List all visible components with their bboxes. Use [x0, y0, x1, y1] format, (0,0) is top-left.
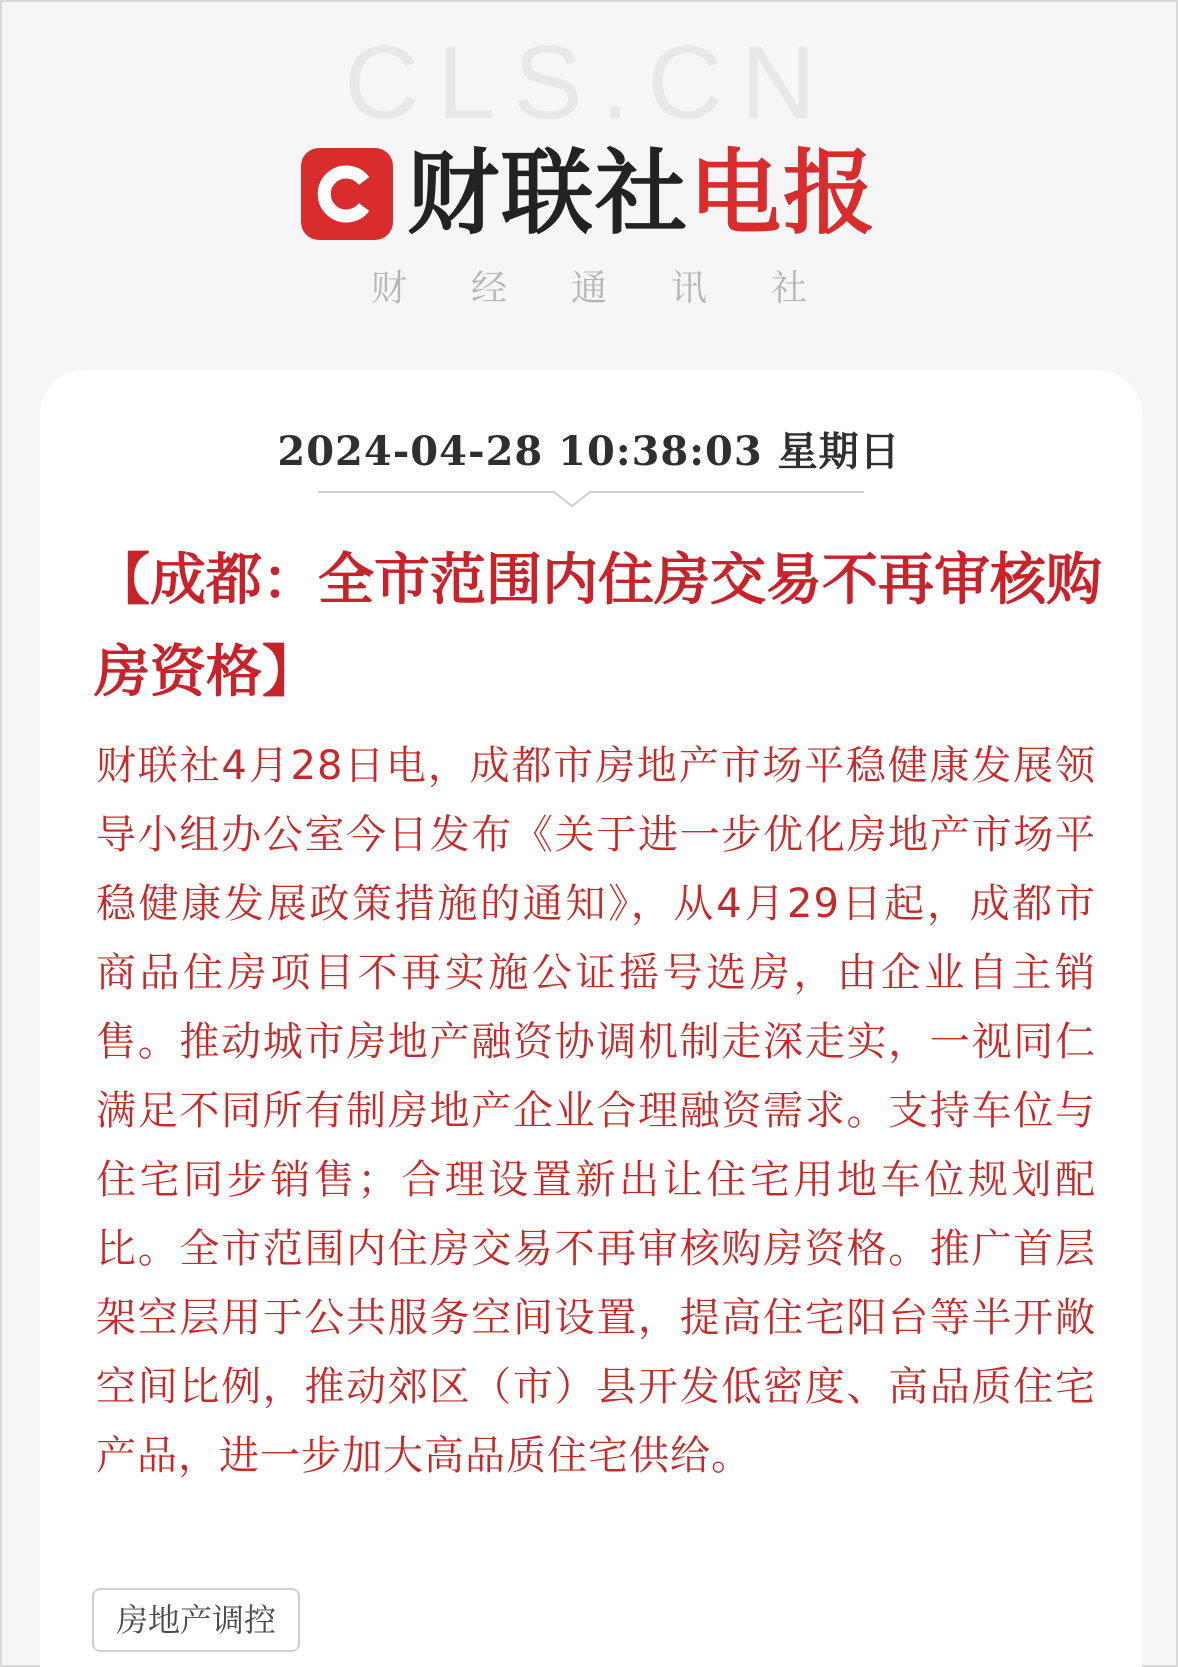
article-datetime: 2024-04-28 10:38:03 星期日 — [277, 428, 901, 475]
watermark: CLS.CN — [344, 25, 834, 141]
brand-name — [406, 140, 878, 247]
brand-name-red: 电报 — [689, 140, 878, 247]
brand-subtitle: 财经通讯社 — [370, 268, 871, 309]
cls-logo-icon — [301, 148, 393, 240]
topic-tag[interactable]: 房地产调控 — [92, 1588, 300, 1652]
article-body: 财联社4月28日电，成都市房地产市场平稳健康发展领导小组办公室今日发布《关于进一步优化房地产市场平稳健康发展政策措施的通知》，从4月29日起，成都市商品住房项目不再实施公证摇号选房，由企业自主销售。推动城市房地产融资协调机制走深走实，一视同仁满足不同所有制房地产企业合理融资需求。支持车位与住宅同步销售；合理设置新出让住宅用地车位规划配比。全市范围内住房交易不再审核购房资格。推广首层架空层用于公共服务空间设置，提高住宅阳台等半开敞空间比例，推动郊区（市）县开发低密度、高品质住宅产品，进一步加大高品质住宅供给。 — [96, 743, 1096, 1479]
article-headline: 【成都：全市范围内住房交易不再审核购房资格】 — [94, 547, 1102, 705]
brand-name-black: 财联社 — [406, 140, 689, 247]
date-divider — [318, 490, 864, 510]
brand-header — [2, 140, 1176, 247]
